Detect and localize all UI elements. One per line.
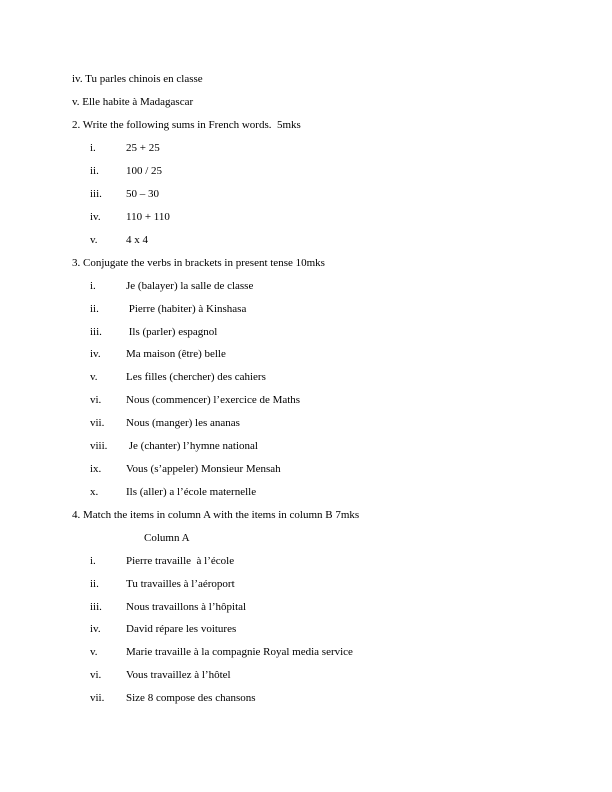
q3-item-text: Les filles (chercher) des cahiers [126, 371, 266, 383]
q4-item-text: David répare les voitures [126, 623, 237, 635]
q3-heading: 3. Conjugate the verbs in brackets in present tense 10mks [72, 257, 325, 269]
q3-item-text: Je (chanter) l’hymne national [126, 440, 258, 452]
q3-item-num: i. [90, 280, 96, 292]
q3-item-text: Pierre (habiter) à Kinshasa [126, 303, 247, 315]
q2-item-text: 110 + 110 [126, 211, 170, 223]
q3-item-num: x. [90, 486, 99, 498]
q3-item-num: iv. [90, 348, 101, 360]
q3-item-text: Vous (s’appeler) Monsieur Mensah [126, 463, 281, 475]
q4-item-num: ii. [90, 578, 99, 590]
q3-item-num: vii. [90, 417, 105, 429]
column-a-label: Column A [144, 532, 190, 544]
line-iv-chinois: iv. Tu parles chinois en classe [72, 73, 203, 85]
q3-item-text: Nous (commencer) l’exercice de Maths [126, 394, 301, 406]
q4-item-text: Size 8 compose des chansons [126, 692, 256, 704]
q4-item-num: iv. [90, 623, 101, 635]
q2-item-text: 100 / 25 [126, 165, 163, 177]
q2-item-text: 25 + 25 [126, 142, 160, 154]
q3-item-num: v. [90, 371, 98, 383]
q2-item-text: 50 – 30 [126, 188, 159, 200]
q2-item-num: v. [90, 234, 98, 246]
q3-item-text: Je (balayer) la salle de classe [126, 280, 254, 292]
q3-item-num: vi. [90, 394, 102, 406]
q4-item-text: Marie travaille à la compagnie Royal media service [126, 646, 353, 658]
q2-item-num: i. [90, 142, 96, 154]
q2-heading: 2. Write the following sums in French words. 5mks [72, 119, 301, 131]
q4-item-text: Tu travailles à l’aéroport [126, 578, 235, 590]
q4-item-num: vi. [90, 669, 102, 681]
q2-item-text: 4 x 4 [126, 234, 148, 246]
q4-item-num: vii. [90, 692, 105, 704]
q3-item-text: Nous (manger) les ananas [126, 417, 240, 429]
q3-item-text: Ma maison (être) belle [126, 348, 226, 360]
q3-item-text: Ils (parler) espagnol [126, 326, 218, 338]
q2-item-num: iv. [90, 211, 101, 223]
q4-item-text: Vous travaillez à l’hôtel [126, 669, 231, 681]
q2-item-num: ii. [90, 165, 99, 177]
q4-item-text: Pierre travaille à l’école [126, 555, 235, 567]
q4-item-num: i. [90, 555, 96, 567]
q3-item-num: ii. [90, 303, 99, 315]
q4-heading: 4. Match the items in column A with the items in column B 7mks [72, 509, 360, 521]
q4-item-text: Nous travaillons à l’hôpital [126, 601, 247, 613]
q3-item-num: iii. [90, 326, 102, 338]
q4-item-num: iii. [90, 601, 102, 613]
q4-item-num: v. [90, 646, 98, 658]
q3-item-num: ix. [90, 463, 102, 475]
q3-item-text: Ils (aller) a l’école maternelle [126, 486, 257, 498]
line-v-madagascar: v. Elle habite à Madagascar [72, 96, 194, 108]
q2-item-num: iii. [90, 188, 102, 200]
q3-item-num: viii. [90, 440, 108, 452]
